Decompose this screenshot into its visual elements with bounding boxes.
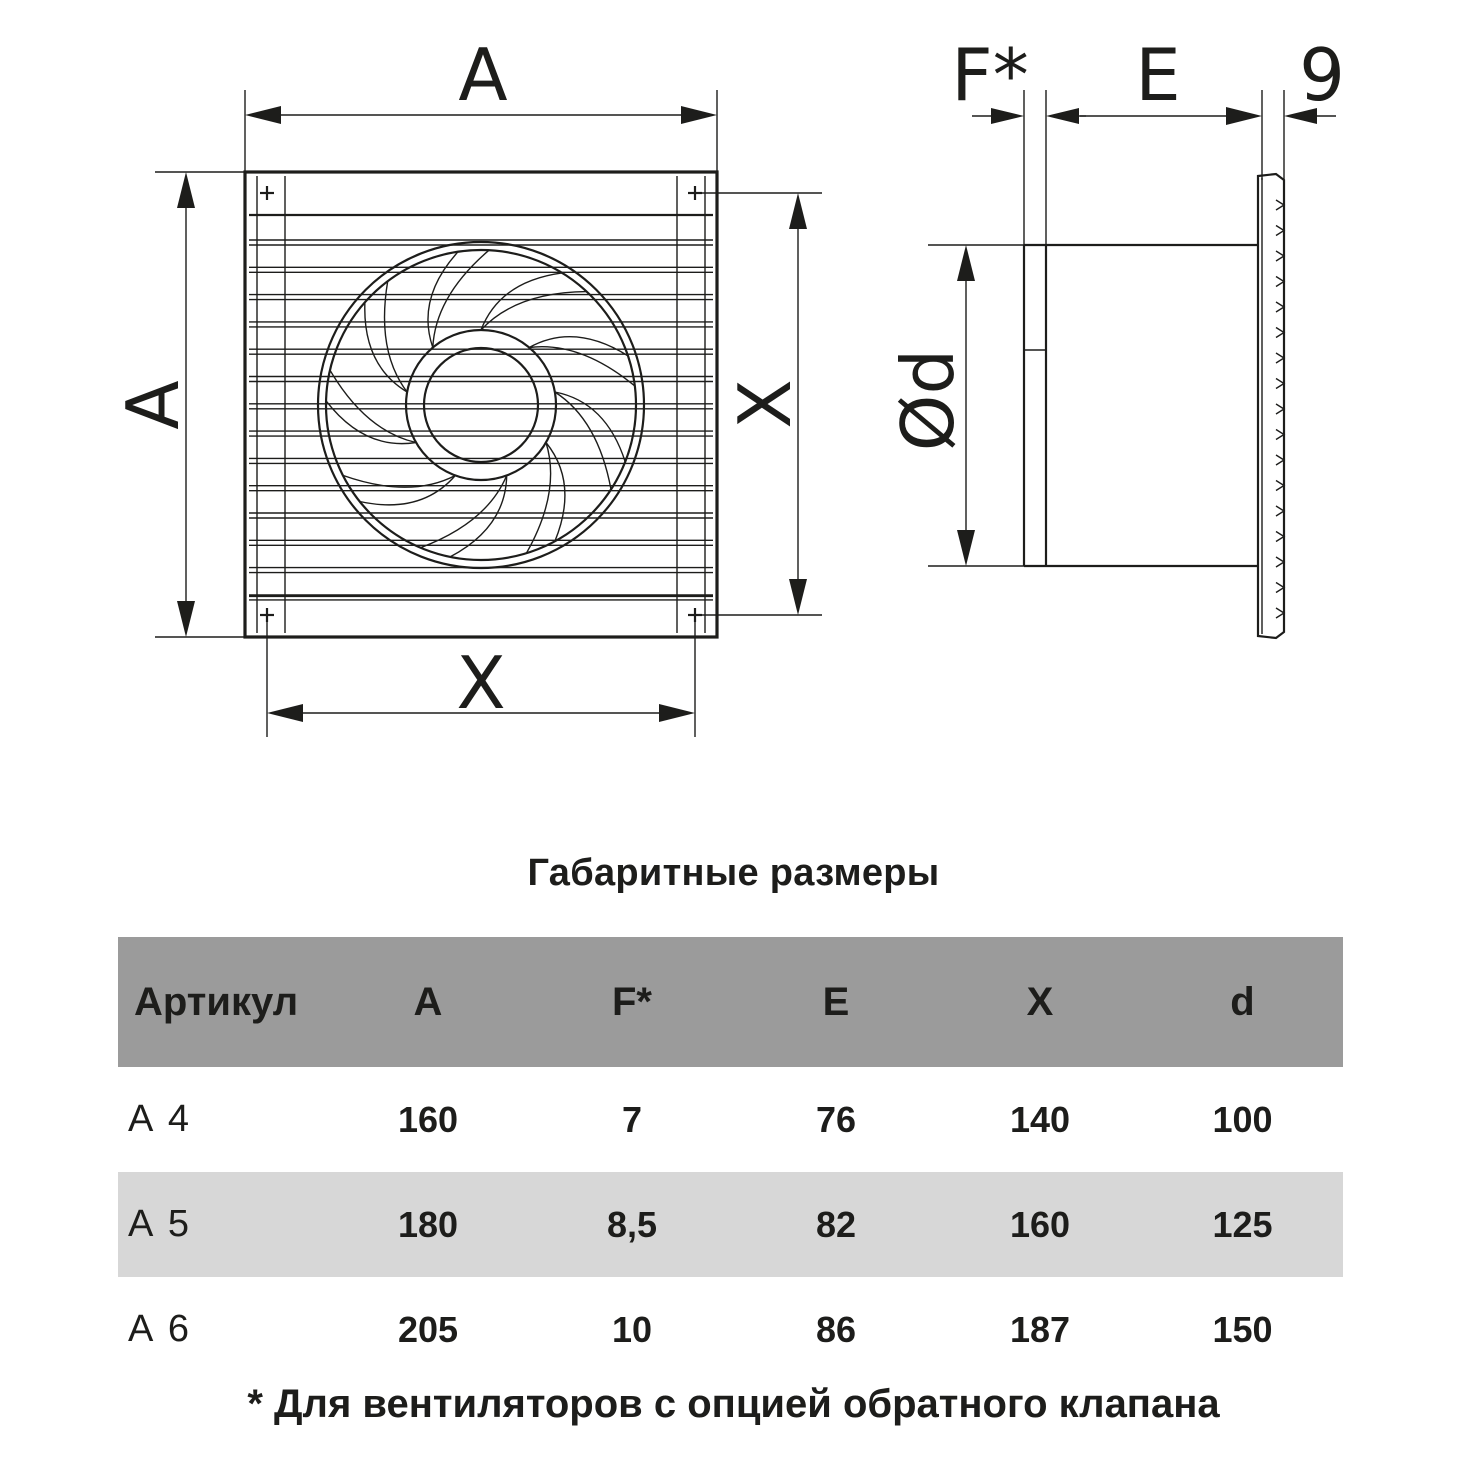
- header-e: E: [734, 937, 938, 1067]
- cell-article: А 5: [118, 1172, 326, 1277]
- cell-x: 160: [938, 1172, 1142, 1277]
- cell-d: 100: [1212, 1098, 1273, 1140]
- table-header-row: [118, 937, 1343, 1067]
- header-article: Артикул: [118, 937, 326, 1067]
- dim-label-x-bottom: X: [456, 641, 506, 725]
- header-f: F*: [530, 937, 734, 1067]
- table-row: [118, 1067, 1343, 1172]
- cell-a: 205: [397, 1308, 459, 1350]
- table-row: [118, 1172, 1343, 1277]
- cell-e: 82: [734, 1172, 938, 1277]
- dim-label-9: 9: [1299, 33, 1345, 117]
- dim-diameter: [886, 245, 1024, 566]
- header-a: A: [326, 937, 530, 1067]
- dim-depth: [1080, 33, 1262, 125]
- footnote: * Для вентиляторов с опцией обратного клапана: [247, 1382, 1220, 1426]
- impeller: [318, 242, 644, 568]
- table-title: Габаритные размеры: [527, 852, 940, 894]
- header-d: d: [1142, 937, 1343, 1067]
- cell-a: 180: [326, 1172, 530, 1277]
- cell-x: 140: [1009, 1098, 1071, 1140]
- duct-body: [1024, 245, 1258, 566]
- dim-label-d: Ød: [886, 348, 970, 452]
- dimensions-table: [118, 937, 1343, 1382]
- dim-width-top: [245, 33, 717, 172]
- cell-article: А 4: [128, 1098, 192, 1140]
- dim-label-a-left: A: [111, 380, 195, 430]
- cell-a: 160: [397, 1098, 459, 1140]
- dim-label-f: F*: [951, 33, 1029, 117]
- header-x: X: [938, 937, 1142, 1067]
- dim-mount-width: [267, 615, 695, 737]
- dim-label-a-top: A: [458, 33, 508, 117]
- table-row: [118, 1277, 1343, 1382]
- dim-label-e: E: [1135, 33, 1181, 117]
- side-view: [886, 33, 1345, 638]
- front-view: [111, 33, 822, 737]
- cell-f: 7: [621, 1098, 643, 1140]
- grille-profile: [1258, 174, 1284, 638]
- dim-grille-thickness: [1284, 33, 1345, 124]
- cell-d: 150: [1212, 1308, 1273, 1350]
- cell-x: 187: [1009, 1308, 1071, 1350]
- cell-e: 76: [815, 1098, 857, 1140]
- dim-mount-height: [695, 193, 822, 615]
- dim-label-x-right: X: [723, 379, 807, 429]
- cell-e: 86: [815, 1308, 857, 1350]
- cell-f: 8,5: [530, 1172, 734, 1277]
- dim-height-left: [111, 172, 245, 637]
- dim-flange: [951, 33, 1086, 124]
- cell-d: 125: [1142, 1172, 1343, 1277]
- cell-f: 10: [611, 1308, 653, 1350]
- cell-article: А 6: [128, 1308, 192, 1350]
- screw-hole-top-left: [260, 186, 274, 200]
